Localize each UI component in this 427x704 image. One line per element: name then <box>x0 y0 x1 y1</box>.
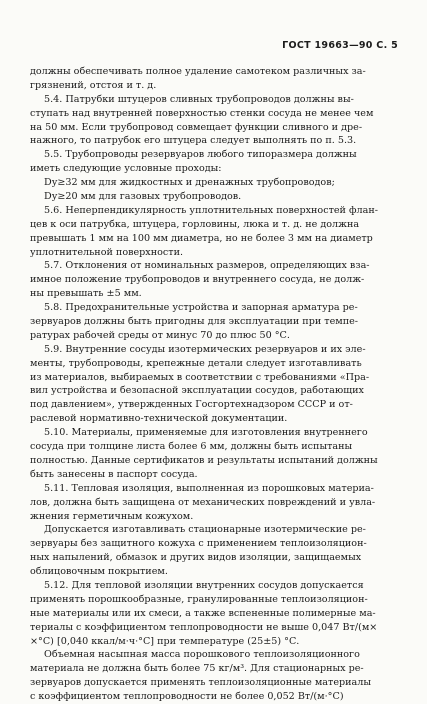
text-line: ступать над внутренней поверхностью стенки сосуда не менее чем <box>30 107 374 119</box>
text-line: ратурах рабочей среды от минус 70 до плюс 50 °С. <box>30 329 290 341</box>
text-line: сосуда при толщине листа более 6 мм, должны быть испытаны <box>30 441 353 453</box>
text-line: иметь следующие условные проходы: <box>30 163 222 175</box>
text-line: 5.12. Для тепловой изоляции внутренних сосудов допускается <box>44 579 364 591</box>
text-line: полностью. Данные сертификатов и результаты испытаний должны <box>30 454 378 466</box>
text-line: превышать 1 мм на 100 мм диаметра, но не более 3 мм на диаметр <box>30 232 373 244</box>
text-line: грязнений, отстоя и т. д. <box>30 79 157 91</box>
text-line: имное положение трубопроводов и внутреннего сосуда, не долж- <box>30 274 365 286</box>
text-line: нажного, то патрубок его штуцера следует выполнять по п. 5.3. <box>30 135 357 147</box>
text-line: Объемная насыпная масса порошкового теплоизоляционного <box>44 649 360 661</box>
text-line: материала не должна быть более 75 кг/м³. Для стационарных ре- <box>30 663 364 675</box>
text-line: Dу≥20 мм для газовых трубопроводов. <box>44 191 242 203</box>
text-line: 5.11. Тепловая изоляция, выполненная из порошковых материа- <box>44 482 374 494</box>
text-line: лов, должна быть защищена от механических повреждений и увла- <box>30 496 376 508</box>
text-line: должны обеспечивать полное удаление самотеком различных за- <box>30 66 366 77</box>
text-line: раслевой нормативно-технической документации. <box>30 413 288 425</box>
text-line: цев к оси патрубка, штуцера, горловины, люка и т. д. не должна <box>30 218 360 230</box>
text-line: уплотнительной поверхности. <box>30 246 184 258</box>
text-line: 5.8. Предохранительные устройства и запорная арматура ре- <box>44 302 358 314</box>
text-line: зервуаров должны быть пригодны для эксплуатации при темпе- <box>30 316 359 328</box>
text-line: Dу≥32 мм для жидкостных и дренажных трубопроводов; <box>44 177 335 189</box>
text-line: из материалов, выбираемых в соответствии с требованиями «Пра- <box>30 371 370 383</box>
document-body <box>30 65 400 704</box>
text-line: 5.4. Патрубки штуцеров сливных трубопроводов должны вы- <box>44 93 354 105</box>
text-line: зервуаров допускается применять теплоизоляционные материалы <box>30 677 371 689</box>
text-line: 5.5. Трубопроводы резервуаров любого типоразмера должны <box>44 149 357 161</box>
text-line: ×°С) [0,040 ккал/м·ч·°С] при температуре (25±5) °С. <box>30 635 300 647</box>
text-line: ных напылений, обмазок и других видов изоляции, защищаемых <box>30 552 362 564</box>
text-line: териалы с коэффициентом теплопроводности не выше 0,047 Вт/(м× <box>30 621 378 633</box>
text-line: быть занесены в паспорт сосуда. <box>30 468 198 480</box>
text-line: 5.6. Неперпендикулярность уплотнительных поверхностей флан- <box>44 204 378 216</box>
text-line: 5.7. Отклонения от номинальных размеров, определяющих вза- <box>44 260 370 272</box>
text-line: на 50 мм. Если трубопровод совмещает функции сливного и дре- <box>30 121 363 133</box>
text-line: применять порошкообразные, гранулированные теплоизоляцион- <box>30 593 368 605</box>
page-header: ГОСТ 19663—90 С. 5 <box>282 40 398 51</box>
text-line: 5.10. Материалы, применяемые для изготовления внутреннего <box>44 427 368 439</box>
text-line: ны превышать ±5 мм. <box>30 288 142 300</box>
text-line: Допускается изготавливать стационарные изотермические ре- <box>44 524 366 536</box>
text-line: с коэффициентом теплопроводности не более 0,052 Вт/(м·°С) <box>30 691 344 703</box>
text-line: зервуары без защитного кожуха с применением теплоизоляцион- <box>30 538 367 550</box>
text-line: менты, трубопроводы, крепежные детали следует изготавливать <box>30 357 362 369</box>
text-line: облицовочным покрытием. <box>30 566 168 578</box>
text-line: вил устройства и безопасной эксплуатации сосудов, работающих <box>30 385 364 397</box>
text-line: жнения герметичным кожухом. <box>30 510 194 522</box>
text-line: 5.9. Внутренние сосуды изотермических резервуаров и их эле- <box>44 343 366 355</box>
text-line: под давлением», утвержденных Госгортехнадзором СССР и от- <box>30 399 353 411</box>
text-line: ные материалы или их смеси, а также вспененные полимерные ма- <box>30 607 376 619</box>
